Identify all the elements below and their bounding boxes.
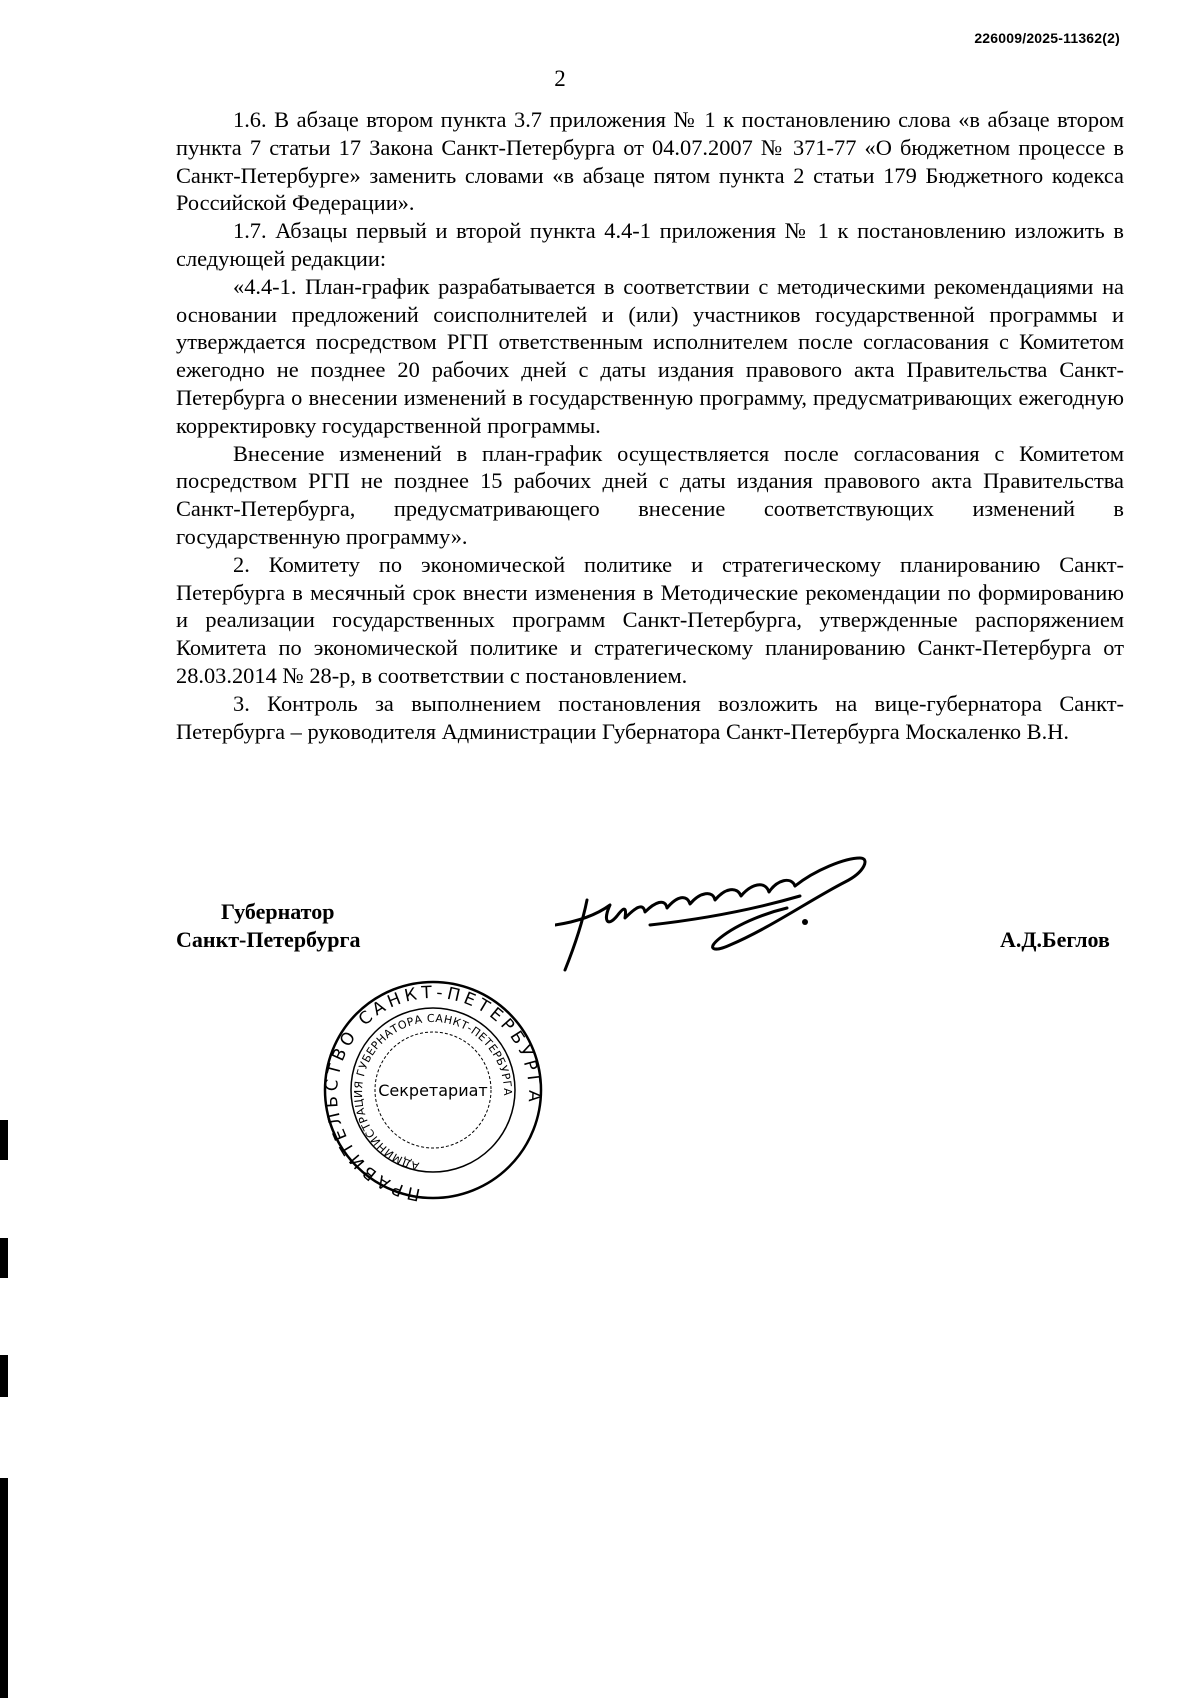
handwritten-signature <box>555 850 935 980</box>
scan-margin-bar <box>0 1238 8 1278</box>
signatory-title-line2: Санкт-Петербурга <box>176 927 361 952</box>
official-seal-stamp <box>318 978 548 1203</box>
signatory-title-line1: Губернатор <box>221 899 335 924</box>
scan-margin-bar <box>0 1120 8 1160</box>
paragraph-2: 2. Комитету по экономической политике и стратегическому планированию Санкт-Петербурга в месячный срок внести изменения в Методические рекомендации по формированию и реализации государственных программ Санкт-Петербурга, утвержденные распоряжением Комитета по экономической политике и стратегическому планированию Санкт-Петербурга от 28.03.2014 № 28-р, в соответствии с постановлением. <box>176 551 1124 688</box>
stamp-center-text: Секретариат <box>378 1081 488 1100</box>
stamp-outer-text: ПРАВИТЕЛЬСТВО САНКТ-ПЕТЕРБУРГА <box>321 982 545 1203</box>
scan-margin-bar <box>0 1478 8 1698</box>
signatory-title <box>176 898 360 954</box>
signatory-name: А.Д.Беглов <box>1000 927 1110 952</box>
paragraph-plan-changes: Внесение изменений в план-график осуществляется после согласования с Комитетом посредством РГП не позднее 15 рабочих дней с даты издания правового акта Правительства Санкт-Петербурга, предусматривающего внесение соответствующих изменений в государственную программу». <box>176 440 1124 549</box>
document-body <box>176 106 1124 745</box>
paragraph-1-7: 1.7. Абзацы первый и второй пункта 4.4-1 приложения № 1 к постановлению изложить в следующей редакции: <box>176 218 1124 271</box>
stamp-inner-text: АДМИНИСТРАЦИЯ ГУБЕРНАТОРА САНКТ-ПЕТЕРБУРГА <box>352 1011 515 1173</box>
paragraph-3: 3. Контроль за выполнением постановления возложить на вице-губернатора Санкт-Петербурга – руководителя Администрации Губернатора Санкт-Петербурга Москаленко В.Н. <box>176 690 1124 744</box>
page-number: 2 <box>554 66 566 91</box>
paragraph-1-6: 1.6. В абзаце втором пункта 3.7 приложения № 1 к постановлению слова «в абзаце втором пункта 7 статьи 17 Закона Санкт-Петербурга от 04.07.2007 № 371-77 «О бюджетном процессе в Санкт-Петербурге» заменить словами «в абзаце пятом пункта 2 статьи 179 Бюджетного кодекса Российской Федерации». <box>176 107 1124 216</box>
document-registration-number: 226009/2025-11362(2) <box>974 30 1120 46</box>
paragraph-4-4-1-quote: «4.4-1. План-график разрабатывается в соответствии с методическими рекомендациями на основании предложений соисполнителей и (или) участников государственной программы и утверждается посредством РГП ответственным исполнителем после согласования с Комитетом ежегодно не позднее 20 рабочих дней с даты издания правового акта Правительства Санкт-Петербурга о внесении изменений в государственную программу, предусматривающих ежегодную корректировку государственной программы. <box>176 273 1124 438</box>
scan-margin-bar <box>0 1355 8 1397</box>
